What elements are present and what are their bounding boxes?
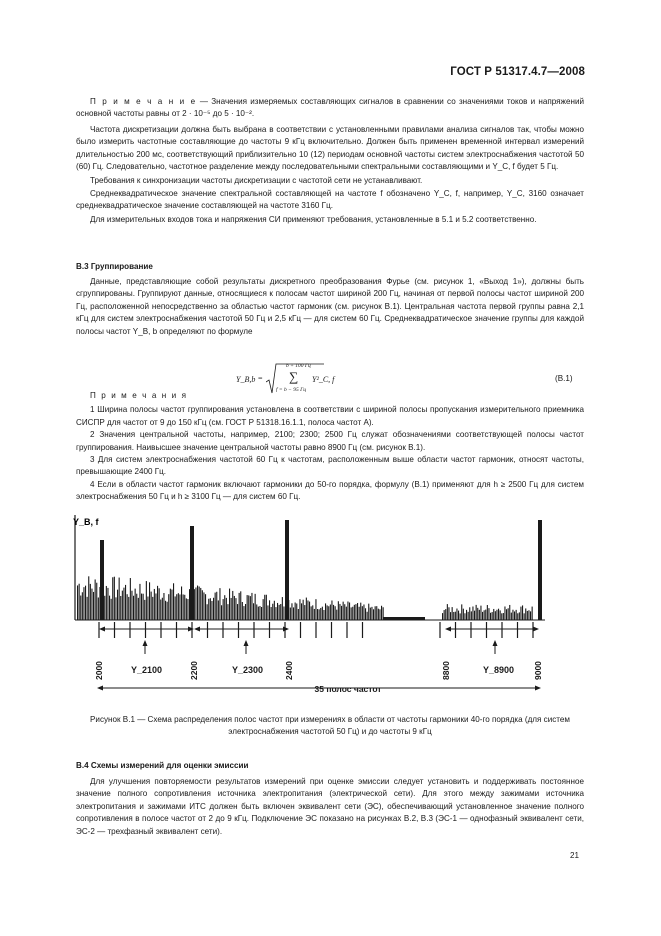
spectral-component xyxy=(279,605,280,620)
spectral-component xyxy=(524,613,525,620)
spectral-component xyxy=(227,604,228,620)
spectral-component xyxy=(160,600,161,620)
spectral-component xyxy=(258,607,259,620)
spectral-component xyxy=(298,609,299,620)
tick-label-9000: 9000 xyxy=(533,661,543,680)
note-item: 2 Значения центральной частоты, например, 2100; 2300; 2500 Гц служат обозначениями соответствующей полосы частот группирования. Наивысшее значение центральной частоты равно 8900 Гц (см. рисунок В.1). xyxy=(76,430,584,452)
spectral-component xyxy=(280,604,281,620)
spectral-component xyxy=(263,599,264,620)
spectral-component xyxy=(503,613,504,620)
spectral-component xyxy=(187,599,188,620)
spectral-component xyxy=(317,609,318,620)
spectral-component xyxy=(149,582,150,620)
band-2300-arrow xyxy=(194,627,289,632)
spectral-component xyxy=(216,592,217,620)
spectral-component xyxy=(223,599,224,620)
spectral-component xyxy=(82,592,83,620)
spectral-component xyxy=(354,605,355,620)
tick-label-2200: 2200 xyxy=(189,661,199,680)
spectral-component xyxy=(349,603,350,620)
spectral-component xyxy=(504,606,505,620)
spectral-component xyxy=(151,592,152,620)
spectral-component xyxy=(309,602,310,620)
spectral-component xyxy=(477,608,478,620)
spectral-component xyxy=(370,608,371,620)
spectral-component xyxy=(184,595,185,620)
spectral-component xyxy=(144,600,145,620)
spectral-component xyxy=(530,611,531,620)
grouping-paragraph-block xyxy=(76,276,584,338)
spectral-component xyxy=(93,592,94,620)
formula-equals: = xyxy=(258,374,263,383)
band-arrows xyxy=(97,627,541,691)
spectral-component xyxy=(474,611,475,620)
y-axis-label: Y_B, f xyxy=(73,517,99,527)
spectral-component xyxy=(344,604,345,620)
spectral-component xyxy=(138,598,139,620)
spectral-component xyxy=(479,610,480,620)
spectral-component xyxy=(330,605,331,620)
spectral-component xyxy=(314,609,315,620)
spectral-component xyxy=(291,603,292,620)
spectral-component xyxy=(458,611,459,620)
spectral-component xyxy=(452,607,453,620)
spectral-component xyxy=(77,585,78,620)
spectral-component xyxy=(468,612,469,620)
spectral-component xyxy=(368,604,369,620)
spectral-component xyxy=(170,589,171,620)
spectral-component xyxy=(375,606,376,620)
spectral-component xyxy=(476,605,477,620)
spectral-component xyxy=(466,610,467,620)
spectral-component xyxy=(213,598,214,620)
paragraph-inputs: Для измерительных входов тока и напряжения СИ применяют требования, установленные в 5.1 и 5.2 соответственно. xyxy=(90,214,537,224)
spectral-component xyxy=(250,596,251,620)
spectral-component xyxy=(319,609,320,620)
figure-caption: Рисунок В.1 — Схема распределения полос частот при измерениях в области от частоты гармоники 40-го порядка (для систем электроснабжения частотой 50 Гц) и до частоты 9 кГц xyxy=(90,715,570,736)
spectral-component xyxy=(269,600,270,620)
spectral-component xyxy=(498,609,499,620)
note-item: 1 Ширина полосы частот группирования установлена в соответствии с шириной полосы пропускания измерительного приемника СИСПР для частот от 9 до 150 кГц (см. ГОСТ Р 51318.16.1.1, полоса частот А). xyxy=(76,405,584,427)
spectral-component xyxy=(528,610,529,620)
spectral-component xyxy=(511,613,512,620)
spectral-component xyxy=(347,602,348,620)
spectral-component xyxy=(450,612,451,620)
center-label-2300: Y_2300 xyxy=(232,665,264,675)
spectral-component xyxy=(517,613,518,620)
spectral-component xyxy=(181,586,182,620)
formula-term: Y²_C, f xyxy=(312,375,335,384)
note-item: 4 Если в области частот гармоник включают гармоники до 50-го порядка, формулу (В.1) применяют для h ≥ 2500 Гц для систем электроснабжения 50 Гц и h ≥ 3100 Гц — для систем 60 Гц. xyxy=(76,479,584,502)
spectral-component xyxy=(506,609,507,620)
spectral-component xyxy=(123,588,124,620)
harmonic-line xyxy=(285,520,289,620)
formula-lhs: Y_B,b xyxy=(236,375,256,384)
spectral-component xyxy=(235,598,236,620)
spectral-component xyxy=(378,609,379,620)
spectral-component xyxy=(480,606,481,620)
spectral-component xyxy=(243,606,244,620)
spectral-component xyxy=(495,611,496,620)
spectral-component xyxy=(112,577,113,620)
spectral-component xyxy=(493,609,494,620)
spectral-component xyxy=(312,605,313,620)
spectrum-bars xyxy=(77,520,542,620)
spectral-component xyxy=(107,588,108,620)
page-number: 21 xyxy=(570,851,580,860)
spectral-component xyxy=(87,597,88,620)
spectral-component xyxy=(304,605,305,620)
spectral-component xyxy=(165,601,166,620)
spectral-component xyxy=(448,607,449,620)
spectral-component xyxy=(221,605,222,620)
spectral-component xyxy=(178,593,179,620)
paragraph-rms: Среднеквадратическое значение спектральной составляющей на частоте f обозначено Y_C, f, например, Y_C, 3160 означает среднеквадратическое значение составляющей на частоте 3160 Гц. xyxy=(76,189,584,211)
spectral-component xyxy=(155,593,156,620)
spectral-component xyxy=(234,596,235,620)
spectral-component xyxy=(98,597,99,620)
paragraph-sampling: Частота дискретизации должна быть выбрана в соответствии с установленными правилами анализа сигналов так, чтобы можно было измерить частотные составляющие до частоты 9 кГц включительно. Должен быть применен временной интервал измерений длительностью 200 мс, соответствующий приблизительно 10 (12) периодам основной частоты систем электроснабжения частотой 50 (60) Гц. Следовательно, частотное разделение между последовательными спектральными составляющими и Y_C, f будет 5 Гц. xyxy=(76,125,584,172)
spectral-component xyxy=(96,583,97,620)
spectral-component xyxy=(373,609,374,620)
spectral-component xyxy=(253,603,254,620)
spectral-component xyxy=(516,610,517,620)
spectral-component xyxy=(522,605,523,620)
spectral-component xyxy=(136,594,137,620)
spectral-component xyxy=(274,601,275,620)
spectral-component xyxy=(189,589,190,620)
spectral-component xyxy=(90,584,91,620)
spectral-component xyxy=(125,585,126,620)
spectral-component xyxy=(120,596,121,620)
spectral-component xyxy=(360,603,361,620)
spectral-component xyxy=(488,608,489,620)
spectral-component xyxy=(376,606,377,620)
spectral-component xyxy=(159,588,160,620)
spectral-component xyxy=(379,609,380,620)
note-item: 3 Для систем электроснабжения частотой 60 Гц к частотам, расположенным выше области частот гармоник, относят частоты, превышающие 2400 Гц. xyxy=(76,455,584,477)
note-label: П р и м е ч а н и е xyxy=(90,97,197,106)
spectral-component xyxy=(325,603,326,620)
spectral-component xyxy=(91,589,92,620)
spectral-component xyxy=(202,590,203,620)
center-label-8900: Y_8900 xyxy=(483,665,515,675)
spectral-component xyxy=(355,604,356,620)
spectral-component xyxy=(525,608,526,620)
spectral-component xyxy=(224,595,225,620)
formula-number: (В.1) xyxy=(555,374,573,383)
spectral-component xyxy=(146,581,147,620)
spectral-component xyxy=(219,588,220,620)
spectral-component xyxy=(232,591,233,620)
center-label-2100: Y_2100 xyxy=(131,665,163,675)
spectral-component xyxy=(85,586,86,620)
harmonic-line xyxy=(538,520,542,620)
spectral-component xyxy=(371,607,372,620)
spectral-component xyxy=(251,593,252,620)
spectral-component xyxy=(88,576,89,620)
spectral-component xyxy=(240,591,241,620)
spectral-component xyxy=(157,586,158,620)
section-title-grouping: В.3 Группирование xyxy=(76,262,153,271)
spectral-component xyxy=(471,611,472,620)
spectral-component xyxy=(456,609,457,620)
spectral-component xyxy=(339,604,340,620)
spectral-component xyxy=(311,606,312,620)
figure-b1-chart xyxy=(65,510,595,705)
band-8900-arrow xyxy=(445,627,539,632)
spectral-component xyxy=(210,598,211,620)
spectral-component xyxy=(271,607,272,620)
spectral-component xyxy=(245,604,246,620)
paragraph-sync: Требования к синхронизации частоты дискретизации с частотой сети не устанавливают. xyxy=(90,175,423,185)
spectral-component xyxy=(195,588,196,620)
tick-label-8800: 8800 xyxy=(441,661,451,680)
spectral-component xyxy=(328,606,329,620)
spectral-component xyxy=(352,607,353,620)
spectral-component xyxy=(282,597,283,620)
formula-sum-lower: f = b − 95 Гц xyxy=(276,387,306,393)
spectral-component xyxy=(341,606,342,620)
spectral-component xyxy=(472,606,473,620)
note-block xyxy=(76,96,584,121)
spectral-component xyxy=(248,595,249,620)
spectral-component xyxy=(508,608,509,620)
spectral-component xyxy=(141,594,142,620)
spectral-component xyxy=(95,579,96,620)
spectral-component xyxy=(519,612,520,620)
spectral-component xyxy=(445,609,446,620)
spectral-component xyxy=(175,596,176,620)
spectral-component xyxy=(83,587,84,620)
spectral-component xyxy=(482,612,483,620)
spectral-component xyxy=(296,603,297,620)
spectral-component xyxy=(336,610,337,620)
spectral-component xyxy=(111,599,112,620)
spectral-component xyxy=(109,596,110,620)
formula-sum-upper: b + 100 Гц xyxy=(286,363,311,369)
spectral-component xyxy=(343,602,344,620)
tick-label-2000: 2000 xyxy=(94,661,104,680)
spectral-component xyxy=(512,610,513,620)
spectral-component xyxy=(242,602,243,620)
spectral-component xyxy=(359,607,360,620)
spectral-component xyxy=(303,600,304,620)
spectral-component xyxy=(104,596,105,620)
spectral-component xyxy=(122,591,123,620)
spectral-component xyxy=(346,607,347,620)
spectral-component xyxy=(272,604,273,620)
spectral-component xyxy=(484,610,485,620)
spectral-component xyxy=(154,589,155,620)
spectral-component xyxy=(229,589,230,620)
harmonic-line xyxy=(100,540,104,620)
spectral-component xyxy=(301,603,302,620)
spectral-component xyxy=(135,589,136,620)
spectral-component xyxy=(453,612,454,620)
spectral-component xyxy=(277,603,278,620)
spectral-component xyxy=(464,613,465,620)
spectral-component xyxy=(139,584,140,620)
spectral-component xyxy=(295,603,296,620)
spectral-component xyxy=(306,598,307,620)
tick-label-2400: 2400 xyxy=(284,661,294,680)
spectral-component xyxy=(218,600,219,620)
spectral-component xyxy=(171,590,172,620)
spectral-component xyxy=(197,586,198,620)
spectral-component xyxy=(255,594,256,620)
spectral-component xyxy=(163,593,164,620)
spectral-component xyxy=(237,604,238,620)
spectral-component xyxy=(152,597,153,620)
spectral-component xyxy=(179,594,180,620)
spectral-component xyxy=(496,610,497,620)
spectral-component xyxy=(199,587,200,620)
spectral-component xyxy=(176,594,177,620)
sampling-paragraphs xyxy=(76,124,584,226)
spectral-component xyxy=(442,613,443,620)
paragraph-grouping: Данные, представляющие собой результаты дискретного преобразования Фурье (см. рисунок 1, «Выход 1»), должны быть сгруппированы. Группируют данные, относящиеся к полосам частот шириной 200 Гц, начиная от первой полосы частот шириной 200 Гц, расположенной непосредственно за областью частот гармоник (см. рисунок В.1). Центральная частота первой группы равна 2,1 кГц для систем электроснабжения частотой 50 Гц и 2,5 кГц — для систем 60 Гц. Среднеквадратическое значение группы для каждой полосы частот Y_B, b определяют по формуле xyxy=(76,277,584,336)
spectral-component xyxy=(127,594,128,620)
notes-block xyxy=(76,390,584,504)
spectral-component xyxy=(365,608,366,620)
spectral-component xyxy=(173,583,174,620)
spectral-component xyxy=(162,598,163,620)
spectral-component xyxy=(444,610,445,620)
spectral-component xyxy=(211,601,212,620)
spectral-component xyxy=(338,601,339,620)
band-ticks xyxy=(99,622,533,638)
spectral-component xyxy=(327,605,328,620)
spectral-component xyxy=(509,605,510,620)
spectral-component xyxy=(203,592,204,620)
spectral-component xyxy=(461,604,462,620)
spectral-component xyxy=(205,594,206,620)
spectral-component xyxy=(275,607,276,620)
spectral-component xyxy=(207,604,208,620)
spectral-component xyxy=(143,594,144,620)
spectral-component xyxy=(267,605,268,620)
spectral-component xyxy=(167,602,168,620)
spectral-component xyxy=(115,597,116,620)
spectral-component xyxy=(261,607,262,620)
spectral-component xyxy=(131,591,132,620)
spectral-component xyxy=(485,610,486,620)
spectral-component xyxy=(231,598,232,620)
circuits-paragraph-block xyxy=(76,776,584,838)
spectral-component xyxy=(293,607,294,620)
spectral-component xyxy=(323,610,324,620)
spectral-component xyxy=(106,586,107,620)
spectral-component xyxy=(320,608,321,620)
spectral-component xyxy=(200,588,201,620)
spectral-component xyxy=(256,604,257,620)
spectral-component xyxy=(208,599,209,620)
note-text: — Значения измеряемых составляющих сигналов в сравнении со значениями токов и напряжений основной частоты равны от 2 · 10⁻⁵ до 5 · 10⁻². xyxy=(76,97,584,119)
spectral-component xyxy=(264,595,265,620)
spectral-component xyxy=(299,599,300,620)
spectral-component xyxy=(490,613,491,620)
spectral-component xyxy=(463,609,464,620)
spectral-component xyxy=(128,597,129,620)
spectral-component xyxy=(381,606,382,620)
paragraph-circuits: Для улучшения повторяемости результатов измерений при оценке эмиссии следует установить и поддерживать постоянное значение полного сопротивления источника электропитания (электрической сети). Для этого между зажимами источника электропитания и зажимами ИТС должен быть включен эквивалент сети (ЭС), обеспечивающий установленное значение полного сопротивления в полосе частот от 2 до 9 кГц. Подключение ЭС показано на рисунках В.2, В.3 (ЭС-1 — однофазный эквивалент сети, ЭС-2 — трехфазный эквивалент сети). xyxy=(76,777,584,836)
spectral-component xyxy=(469,607,470,620)
spectral-component xyxy=(147,597,148,620)
spectral-component xyxy=(322,607,323,620)
band-2100-arrow xyxy=(99,627,194,632)
spectral-component xyxy=(460,613,461,620)
spectral-component xyxy=(119,578,120,620)
spectral-component xyxy=(226,598,227,620)
formula-sigma: ∑ xyxy=(289,369,299,384)
document-header: ГОСТ Р 51317.4.7—2008 xyxy=(450,66,585,78)
spectral-component xyxy=(133,596,134,620)
spectral-component xyxy=(362,606,363,620)
bands-count-label: 35 полос частот xyxy=(314,684,382,694)
spectral-component xyxy=(492,612,493,620)
spectral-component xyxy=(367,612,368,620)
spectral-component xyxy=(447,604,448,620)
spectral-component xyxy=(183,594,184,620)
harmonic-line xyxy=(190,526,194,620)
spectral-component xyxy=(117,590,118,620)
spectral-component xyxy=(514,611,515,620)
spectral-component xyxy=(266,595,267,620)
spectral-component xyxy=(357,603,358,620)
spectral-component xyxy=(215,593,216,620)
spectral-component xyxy=(79,584,80,620)
spectral-component xyxy=(520,607,521,620)
spectral-component xyxy=(259,606,260,620)
spectral-component xyxy=(283,606,284,620)
spectral-component xyxy=(331,600,332,620)
spectral-component xyxy=(487,605,488,620)
spectral-component xyxy=(455,612,456,620)
spectral-component xyxy=(501,613,502,620)
spectral-component xyxy=(80,596,81,620)
spectral-component xyxy=(247,595,248,620)
spectral-component xyxy=(130,578,131,620)
notes-label: П р и м е ч а н и я xyxy=(90,391,188,400)
spectral-component xyxy=(290,608,291,620)
spectral-component xyxy=(500,610,501,620)
spectral-component xyxy=(307,600,308,620)
spectral-component xyxy=(351,607,352,620)
spectral-component xyxy=(168,594,169,620)
spectral-component xyxy=(239,593,240,620)
spectral-component xyxy=(532,607,533,620)
spectral-component xyxy=(335,606,336,620)
spectral-component xyxy=(186,598,187,620)
section-title-circuits: В.4 Схемы измерений для оценки эмиссии xyxy=(76,761,249,770)
spectral-component xyxy=(315,599,316,620)
spectral-component xyxy=(527,611,528,620)
spectral-component xyxy=(114,577,115,620)
spectral-component xyxy=(333,605,334,620)
spectral-component xyxy=(363,604,364,620)
